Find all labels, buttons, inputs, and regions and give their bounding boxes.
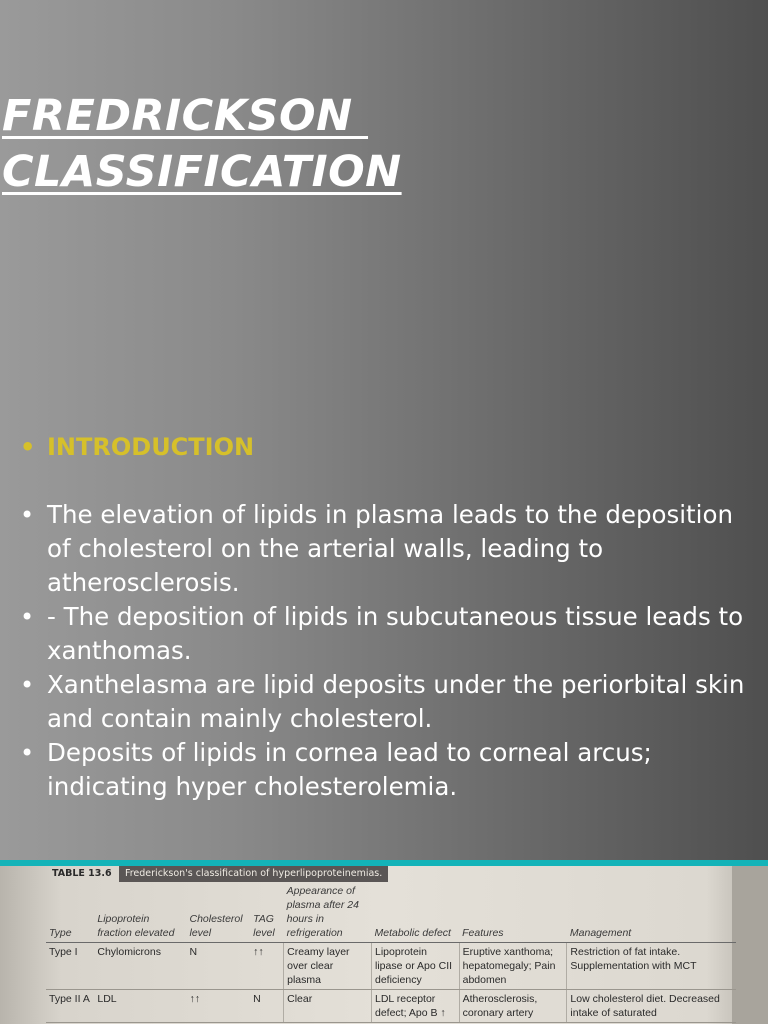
fredrickson-table <box>46 882 736 1023</box>
bullet-text: Deposits of lipids in cornea lead to corneal arcus; indicating hyper cholesterolemia. <box>47 738 652 801</box>
header-cholesterol: Cholesterol level <box>186 882 250 943</box>
cell-appearance: Creamy layer over clear plasma <box>284 943 372 990</box>
cell-type: Type II A <box>46 990 94 1023</box>
header-type: Type <box>46 882 94 943</box>
cell-management: Low cholesterol diet. Decreased intake of saturated <box>567 990 736 1023</box>
bullet-dot-icon: • <box>20 603 35 631</box>
intro-heading: INTRODUCTION <box>47 433 255 461</box>
header-management: Management <box>567 882 736 943</box>
title-line-2: CLASSIFICATION <box>2 147 402 197</box>
bullet-item <box>20 668 760 736</box>
header-lipoprotein: Lipoprotein fraction elevated <box>94 882 186 943</box>
bullet-dot-icon: • <box>20 739 35 767</box>
header-tag: TAG level <box>250 882 284 943</box>
bullet-dot-icon: • <box>20 671 35 699</box>
cell-appearance: Clear <box>284 990 372 1023</box>
bullet-text: - The deposition of lipids in subcutaneous tissue leads to xanthomas. <box>47 602 744 665</box>
book-edge <box>732 866 768 1024</box>
table-photo <box>0 866 768 1024</box>
slide-title <box>2 88 422 200</box>
cell-lipoprotein: LDL <box>94 990 186 1023</box>
bullet-item <box>20 736 760 804</box>
bullet-text: The elevation of lipids in plasma leads to the deposition of cholesterol on the arterial walls, leading to atherosclerosis. <box>47 500 733 597</box>
bullet-text: Xanthelasma are lipid deposits under the periorbital skin and contain mainly cholesterol. <box>47 670 745 733</box>
title-line-1: FREDRICKSON <box>2 91 369 141</box>
table-row <box>46 943 736 990</box>
bullet-item <box>20 498 760 600</box>
bullet-list <box>20 430 760 804</box>
cell-metabolic: Lipoprotein lipase or Apo CII deficiency <box>372 943 460 990</box>
bullet-dot-icon: • <box>20 501 35 529</box>
table-row <box>46 990 736 1023</box>
cell-features: Eruptive xanthoma; hepatomegaly; Pain abdomen <box>459 943 567 990</box>
bullet-item <box>20 600 760 668</box>
header-appearance: Appearance of plasma after 24 hours in refrigeration <box>284 882 372 943</box>
cell-lipoprotein: Chylomicrons <box>94 943 186 990</box>
cell-management: Restriction of fat intake. Supplementation with MCT <box>567 943 736 990</box>
cell-tag: ↑↑ <box>250 943 284 990</box>
cell-type: Type I <box>46 943 94 990</box>
cell-metabolic: LDL receptor defect; Apo B ↑ <box>372 990 460 1023</box>
table-header-row <box>46 882 736 943</box>
table-title <box>52 866 392 882</box>
cell-cholesterol: N <box>186 943 250 990</box>
header-metabolic: Metabolic defect <box>372 882 460 943</box>
bullet-dot-icon: • <box>20 433 36 461</box>
table-caption: Frederickson's classification of hyperlipoproteinemias. <box>119 866 388 882</box>
cell-cholesterol: ↑↑ <box>186 990 250 1023</box>
cell-features: Atherosclerosis, coronary artery <box>459 990 567 1023</box>
bullet-intro <box>20 430 760 464</box>
header-features: Features <box>459 882 567 943</box>
table-label: TABLE 13.6 <box>52 868 112 879</box>
cell-tag: N <box>250 990 284 1023</box>
